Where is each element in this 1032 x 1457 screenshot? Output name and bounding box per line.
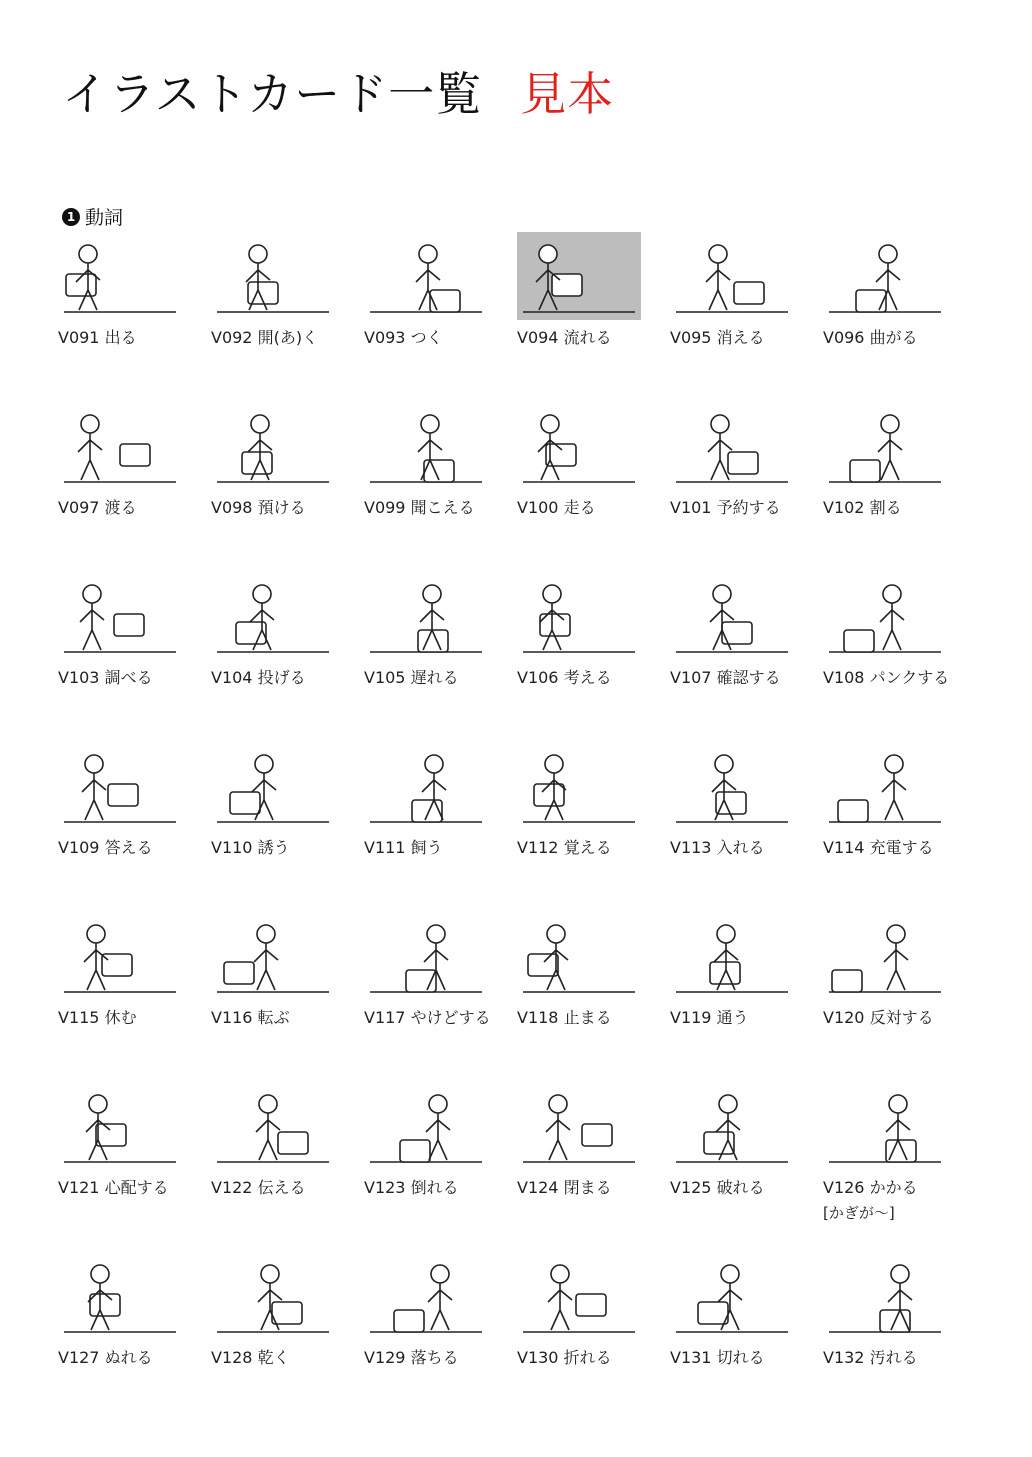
card-label-text: V097 渡る <box>58 498 137 517</box>
light-on-icon <box>364 232 488 320</box>
card-label-text: V092 開(あ)く <box>211 328 319 347</box>
broken-tree-icon <box>517 1252 641 1340</box>
card-label <box>670 834 798 862</box>
illustration-card <box>364 742 517 912</box>
illustration-card <box>364 912 517 1082</box>
card-label-text: V106 考える <box>517 668 612 687</box>
card-label-text: V100 走る <box>517 498 596 517</box>
card-label-text: V130 折れる <box>517 1348 612 1367</box>
answer-class-icon <box>58 742 182 830</box>
card-label-text: V118 止まる <box>517 1008 612 1027</box>
card-label <box>211 834 339 862</box>
car-stop-icon <box>517 912 641 1000</box>
illustration-card <box>58 232 211 402</box>
illustration-card <box>823 1082 976 1252</box>
splash-dirty-icon <box>823 1252 947 1340</box>
illustration-card <box>670 232 823 402</box>
power-line-cut-icon <box>670 1252 794 1340</box>
card-label <box>823 324 951 352</box>
card-label <box>517 1344 645 1372</box>
card-label <box>517 324 645 352</box>
card-label <box>517 664 645 692</box>
illustration-card <box>211 232 364 402</box>
tell-message-icon <box>211 1082 335 1170</box>
illustration-card <box>823 912 976 1082</box>
turn-corner-icon <box>823 232 947 320</box>
illustration-card-grid <box>58 232 976 1422</box>
card-label <box>517 1174 645 1202</box>
illustration-card <box>211 912 364 1082</box>
throw-ball-icon <box>211 572 335 660</box>
illustration-card <box>517 572 670 742</box>
card-label-text: V101 予約する <box>670 498 781 517</box>
card-label <box>670 494 798 522</box>
card-label <box>823 1344 951 1372</box>
illustration-card <box>670 742 823 912</box>
card-label <box>823 1174 951 1224</box>
illustration-card <box>364 572 517 742</box>
card-label <box>823 834 951 862</box>
card-label <box>364 1004 492 1032</box>
coconut-fall-icon <box>364 1252 488 1340</box>
break-window-icon <box>823 402 947 490</box>
illustration-card <box>670 912 823 1082</box>
card-label-text: V099 聞こえる <box>364 498 475 517</box>
card-label <box>211 1344 339 1372</box>
card-label-text: V103 調べる <box>58 668 153 687</box>
illustration-card <box>517 232 670 402</box>
illustration-card <box>58 1082 211 1252</box>
illustration-card <box>211 1252 364 1422</box>
card-label <box>364 1344 492 1372</box>
illustration-card <box>670 572 823 742</box>
card-label <box>211 494 339 522</box>
card-label <box>823 664 951 692</box>
card-label-text: V125 破れる <box>670 1178 765 1197</box>
card-label <box>364 834 492 862</box>
card-label-text: V127 ぬれる <box>58 1348 153 1367</box>
card-label <box>823 494 951 522</box>
card-label-text: V129 落ちる <box>364 1348 459 1367</box>
card-label-text: V113 入れる <box>670 838 765 857</box>
card-label-text: V121 心配する <box>58 1178 169 1197</box>
section-number-badge: 1 <box>62 208 80 226</box>
charger-icon <box>823 742 947 830</box>
card-label <box>670 324 798 352</box>
card-label <box>58 664 186 692</box>
card-label-text: V091 出る <box>58 328 137 347</box>
illustration-card <box>211 1082 364 1252</box>
illustration-card <box>670 1252 823 1422</box>
card-label <box>364 664 492 692</box>
card-label-text: V124 閉まる <box>517 1178 612 1197</box>
card-label-text: V109 答える <box>58 838 153 857</box>
card-label <box>58 1174 186 1202</box>
card-label-text: V132 汚れる <box>823 1348 918 1367</box>
wet-rain-icon <box>58 1252 182 1340</box>
door-close-icon <box>517 1082 641 1170</box>
card-label <box>58 834 186 862</box>
bridge-cross-icon <box>58 402 182 490</box>
card-label-text: V111 飼う <box>364 838 443 857</box>
card-label-note: [かぎが～] <box>823 1204 895 1222</box>
illustration-card <box>517 1252 670 1422</box>
card-label <box>58 494 186 522</box>
card-label <box>364 494 492 522</box>
illustration-card <box>364 1082 517 1252</box>
illustration-card <box>823 742 976 912</box>
camera-on-icon <box>670 742 794 830</box>
card-label-text: V105 遅れる <box>364 668 459 687</box>
illustration-card <box>58 1252 211 1422</box>
card-label <box>211 1174 339 1202</box>
card-label <box>517 834 645 862</box>
card-label-text: V098 預ける <box>211 498 306 517</box>
card-label-text: V110 誘う <box>211 838 290 857</box>
card-label <box>58 1344 186 1372</box>
illustration-card <box>670 402 823 572</box>
card-label <box>670 1004 798 1032</box>
illustration-card <box>823 572 976 742</box>
river-flow-icon <box>517 232 641 320</box>
candle-out-icon <box>670 232 794 320</box>
house-hear-icon <box>364 402 488 490</box>
card-label-text: V096 曲がる <box>823 328 918 347</box>
illustration-card <box>58 912 211 1082</box>
fall-down-icon <box>211 912 335 1000</box>
section-heading <box>62 203 123 230</box>
illustration-card <box>517 1082 670 1252</box>
illustration-card <box>823 1252 976 1422</box>
card-label-text: V115 休む <box>58 1008 137 1027</box>
coat-check-icon <box>211 402 335 490</box>
illustration-card <box>211 402 364 572</box>
torn-clothes-icon <box>670 1082 794 1170</box>
illustration-card <box>517 912 670 1082</box>
padlock-icon <box>823 1082 947 1170</box>
late-class-icon <box>364 572 488 660</box>
rest-bed-icon <box>58 912 182 1000</box>
card-label-text: V128 乾く <box>211 1348 290 1367</box>
page-title <box>62 58 614 124</box>
sample-mark: 見本 <box>520 67 615 121</box>
running-icon <box>517 402 641 490</box>
illustration-card <box>517 402 670 572</box>
illustration-card <box>58 742 211 912</box>
card-label-text: V093 つく <box>364 328 443 347</box>
card-label <box>58 324 186 352</box>
oppose-icon <box>823 912 947 1000</box>
card-label <box>670 1174 798 1202</box>
illustration-card <box>211 572 364 742</box>
illustration-card <box>364 232 517 402</box>
card-label-text: V122 伝える <box>211 1178 306 1197</box>
drink-vending-icon <box>58 232 182 320</box>
automatic-door-icon <box>211 232 335 320</box>
pet-feed-icon <box>364 742 488 830</box>
card-label-text: V116 転ぶ <box>211 1008 290 1027</box>
card-label-text: V102 割る <box>823 498 902 517</box>
card-label-text: V117 やけどする <box>364 1008 491 1027</box>
illustration-card <box>823 402 976 572</box>
reservation-icon <box>670 402 794 490</box>
card-label-text: V104 投げる <box>211 668 306 687</box>
memorize-icon <box>517 742 641 830</box>
card-label-text: V112 覚える <box>517 838 612 857</box>
illustration-card <box>517 742 670 912</box>
card-label <box>211 1004 339 1032</box>
card-label-text: V095 消える <box>670 328 765 347</box>
card-label-text: V119 通う <box>670 1008 749 1027</box>
invite-drink-icon <box>211 742 335 830</box>
burn-hand-icon <box>364 912 488 1000</box>
card-label-text: V126 かかる <box>823 1178 918 1197</box>
bicycle-flat-icon <box>823 572 947 660</box>
laundry-dry-icon <box>211 1252 335 1340</box>
check-kitchen-icon <box>670 572 794 660</box>
illustration-card <box>364 402 517 572</box>
card-label-text: V108 パンクする <box>823 668 950 687</box>
card-label-text: V131 切れる <box>670 1348 765 1367</box>
card-label <box>211 664 339 692</box>
card-label <box>670 1344 798 1372</box>
card-label-text: V114 充電する <box>823 838 934 857</box>
fallen-tree-icon <box>364 1082 488 1170</box>
card-label <box>364 1174 492 1202</box>
card-label <box>517 1004 645 1032</box>
section-label: 動詞 <box>85 207 124 229</box>
card-label-text: V123 倒れる <box>364 1178 459 1197</box>
card-label <box>211 324 339 352</box>
card-label-text: V120 反対する <box>823 1008 934 1027</box>
commute-icon <box>670 912 794 1000</box>
worry-icon <box>58 1082 182 1170</box>
illustration-card <box>58 402 211 572</box>
illustration-card <box>58 572 211 742</box>
title-text: イラストカード一覧 <box>62 67 483 121</box>
card-label <box>364 324 492 352</box>
thinking-icon <box>517 572 641 660</box>
illustration-card <box>823 232 976 402</box>
study-books-icon <box>58 572 182 660</box>
card-label-text: V094 流れる <box>517 328 612 347</box>
illustration-card <box>211 742 364 912</box>
card-label <box>517 494 645 522</box>
card-label <box>670 664 798 692</box>
card-label-text: V107 確認する <box>670 668 781 687</box>
card-label <box>823 1004 951 1032</box>
illustration-card <box>670 1082 823 1252</box>
card-label <box>58 1004 186 1032</box>
illustration-card <box>364 1252 517 1422</box>
